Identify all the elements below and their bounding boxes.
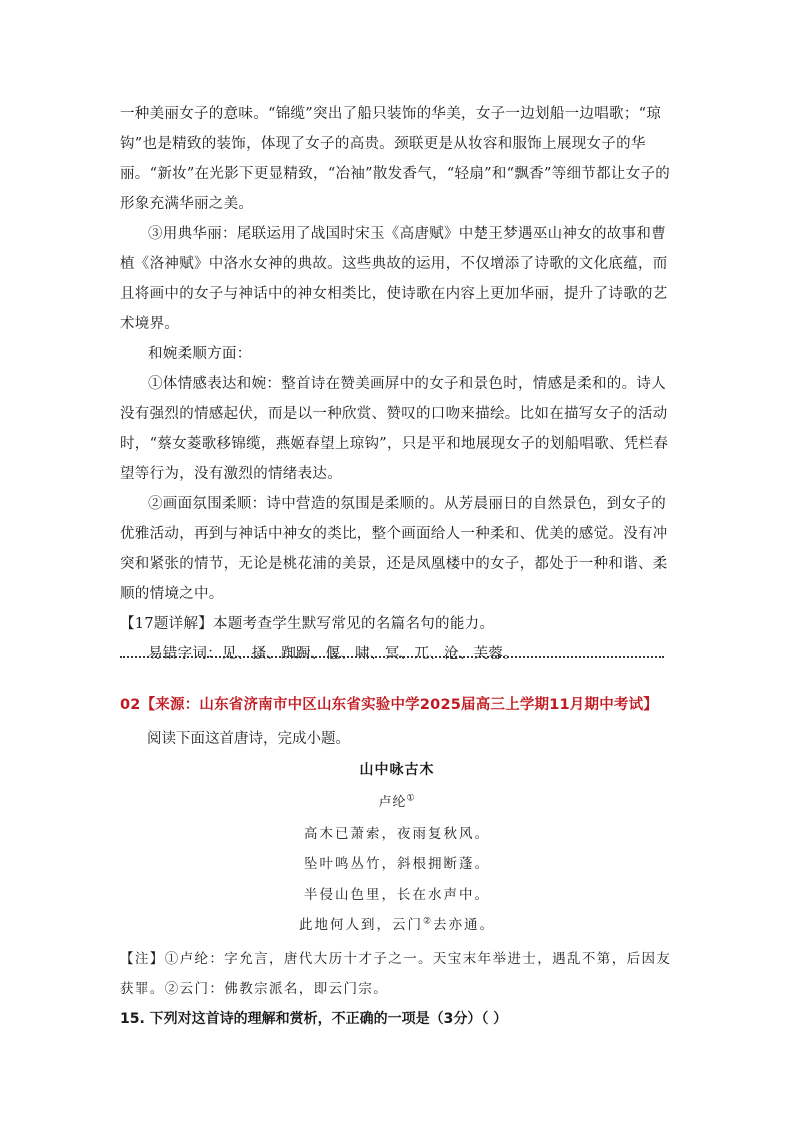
poem-author xyxy=(0,791,794,810)
poem-line-3: 半侵山色里，长在水声中。 xyxy=(304,887,490,903)
poem-author-note-mark: ① xyxy=(406,793,416,804)
analysis-heading-gentle: 和婉柔顺方面： xyxy=(148,346,252,362)
analysis-error-prone-words: 易错字词：见、搔、踟蹰、偃、啸、冥、兀、沧、芙蓉。 xyxy=(148,646,518,662)
poem-line-2: 坠叶鸣丛竹，斜根拥断蓬。 xyxy=(304,856,490,872)
analysis-block xyxy=(120,99,680,669)
poem-line-4-b: 去亦通。 xyxy=(433,917,496,933)
poem-line-4 xyxy=(0,913,794,933)
poem-line-1: 高木已萧索，夜雨复秋风。 xyxy=(304,826,490,842)
dotted-separator xyxy=(120,656,664,658)
poem-title: 山中咏古木 xyxy=(359,762,435,778)
analysis-q17-detail: 【17题详解】本题考查学生默写常见的名篇名句的能力。 xyxy=(120,616,495,632)
poem-line-4-a: 此地何人到，云门 xyxy=(298,917,423,933)
analysis-paragraph-allusion: ③用典华丽：尾联运用了战国时宋玉《高唐赋》中楚王梦遇巫山神女的故事和曹植《洛神赋》中洛水女神的典故。这些典故的运用，不仅增添了诗歌的文化底蕴，而且将画中的女子与神话中的神女相类比，使诗歌在内容上更加华丽，提升了诗歌的艺术境界。 xyxy=(120,226,668,332)
poem-author-name: 卢纶 xyxy=(378,795,407,810)
analysis-paragraph-1: 一种美丽女子的意味。“锦缆”突出了船只装饰的华美，女子一边划船一边唱歌；“琼钩”也是精致的装饰，体现了女子的高贵。颈联更是从妆容和服饰上展现女子的华丽。“新妆”在光影下更显精致，“冶袖”散发香气，“轻扇”和“飘香”等细节都让女子的形象充满华丽之美。 xyxy=(120,106,671,212)
poem-line-4-note-mark: ② xyxy=(422,916,434,927)
analysis-paragraph-atmosphere: ②画面氛围柔顺：诗中营造的氛围是柔顺的。从芳晨丽日的自然景色，到女子的优雅活动，再到与神话中神女的类比，整个画面给人一种柔和、优美的感觉。没有冲突和紧张的情节，无论是桃花浦的美景，还是凤凰楼中的女子，都处于一种和谐、柔顺的情境之中。 xyxy=(120,496,668,602)
poem-footnote: 【注】①卢纶：字允言，唐代大历十才子之一。天宝末年举进士，遇乱不第，后因友获罪。②云门：佛教宗派名，即云门宗。 xyxy=(120,951,672,997)
question-source: 02【来源：山东省济南市中区山东省实验中学2025届高三上学期11月期中考试】 xyxy=(120,697,659,713)
reading-instruction: 阅读下面这首唐诗，完成小题。 xyxy=(147,731,350,747)
analysis-paragraph-emotion: ①体情感表达和婉：整首诗在赞美画屏中的女子和景色时，情感是柔和的。诗人没有强烈的情感起伏，而是以一种欣赏、赞叹的口吻来描绘。比如在描写女子的活动时，“蔡女菱歌移锦缆，燕姬春望上琼钩”，只是平和地展现女子的划船唱歌、凭栏春望等行为，没有激烈的情绪表达。 xyxy=(120,376,669,482)
question-15: 15. 下列对这首诗的理解和赏析，不正确的一项是（3分）（ ） xyxy=(120,1011,508,1027)
